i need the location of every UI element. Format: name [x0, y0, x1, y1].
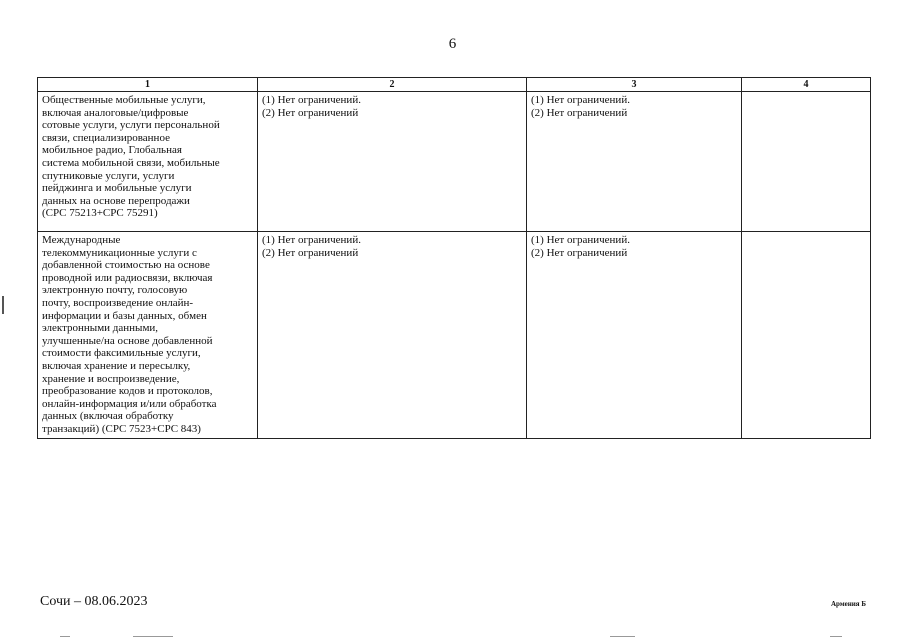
cell-line: транзакций) (CPC 7523+CPC 843) — [42, 422, 201, 435]
market-access-cell — [258, 232, 527, 439]
cell-line: Международные — [42, 234, 121, 246]
cell-line: преобразование кодов и протоколов, — [42, 385, 213, 398]
cell-line: данных (включая обработку — [42, 410, 174, 423]
cell-line: Общественные мобильные услуги, — [42, 94, 206, 106]
footer-code: Армения Б — [831, 600, 866, 608]
cell-line: (1) Нет ограничений. — [531, 234, 630, 246]
cell-line: электронную почту, голосовую — [42, 284, 188, 297]
cell-line: (2) Нет ограничений — [262, 246, 359, 259]
cell-line: телекоммуникационные услуги с — [42, 246, 197, 259]
table-header-row — [38, 78, 871, 92]
cell-line: (1) Нет ограничений. — [531, 94, 630, 106]
national-treatment-cell — [527, 232, 742, 439]
footer-place-date: Сочи – 08.06.2023 — [40, 594, 148, 609]
cell-line: проводной или радиосвязи, включая — [42, 271, 213, 284]
cell-line: (CPC 75213+CPC 75291) — [42, 207, 158, 220]
scan-edge-mark — [2, 296, 4, 314]
cell-line: связи, специализированное — [42, 131, 170, 144]
cell-line: стоимости факсимильные услуги, — [42, 347, 201, 360]
cell-line: информации и базы данных, обмен — [42, 309, 207, 322]
cell-line: (2) Нет ограничений — [531, 106, 628, 119]
services-table — [37, 77, 871, 439]
table-row — [38, 232, 871, 439]
cell-line: почту, воспроизведение онлайн- — [42, 296, 194, 309]
cell-line: пейджинга и мобильные услуги — [42, 182, 192, 195]
scan-artifact — [60, 636, 70, 637]
cell-line: хранение и воспроизведение, — [42, 372, 180, 385]
cell-line: (1) Нет ограничений. — [262, 234, 361, 246]
market-access-cell — [258, 92, 527, 232]
cell-line: улучшенные/на основе добавленной — [42, 334, 213, 347]
cell-line: включая хранение и пересылку, — [42, 359, 191, 372]
cell-line: спутниковые услуги, услуги — [42, 169, 175, 182]
cell-line: (2) Нет ограничений — [531, 246, 628, 259]
page-number: 6 — [448, 36, 457, 52]
cell-line: онлайн-информация и/или обработка — [42, 397, 217, 410]
cell-line: мобильное радио, Глобальная — [42, 144, 182, 157]
scan-artifact — [830, 636, 842, 637]
cell-line: (1) Нет ограничений. — [262, 94, 361, 106]
cell-line: включая аналоговые/цифровые — [42, 106, 189, 119]
service-description-cell — [38, 232, 258, 439]
additional-commitments-cell — [742, 92, 871, 232]
table-row — [38, 92, 871, 232]
cell-line: (2) Нет ограничений — [262, 106, 359, 119]
cell-line: система мобильной связи, мобильные — [42, 156, 220, 169]
scan-artifact — [133, 636, 173, 637]
cell-line: данных на основе перепродажи — [42, 194, 190, 207]
cell-line: добавленной стоимостью на основе — [42, 259, 210, 272]
column-header-2: 2 — [258, 78, 527, 92]
service-description-cell — [38, 92, 258, 232]
additional-commitments-cell — [742, 232, 871, 439]
column-header-1: 1 — [38, 78, 258, 92]
column-header-3: 3 — [527, 78, 742, 92]
scan-artifact — [610, 636, 635, 637]
cell-line: сотовые услуги, услуги персональной — [42, 119, 220, 132]
cell-line: электронными данными, — [42, 322, 159, 335]
column-header-4: 4 — [742, 78, 871, 92]
national-treatment-cell — [527, 92, 742, 232]
